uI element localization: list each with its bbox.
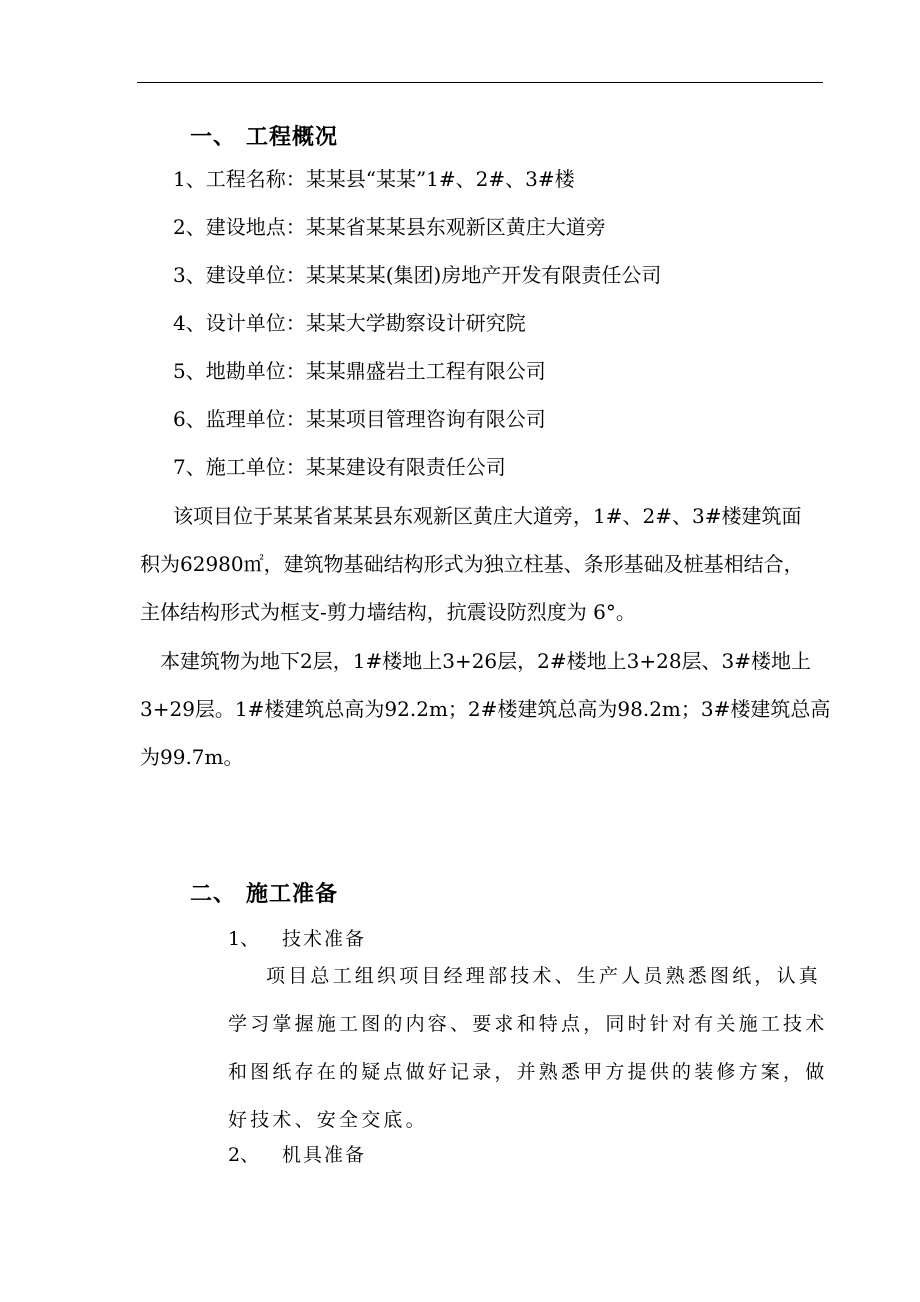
subsection-number: 1、 (228, 928, 260, 950)
subsection-heading-1 (228, 926, 366, 952)
list-item: 5、地勘单位：某某鼎盛岩土工程有限公司 (173, 359, 546, 383)
paragraph-line: 积为62980㎡，建筑物基础结构形式为独立柱基、条形基础及桩基相结合， (140, 552, 804, 576)
list-item: 6、监理单位：某某项目管理咨询有限公司 (173, 407, 546, 431)
paragraph-line: 好技术、安全交底。 (228, 1109, 428, 1131)
paragraph-line: 主体结构形式为框支-剪力墙结构，抗震设防烈度为 6°。 (140, 600, 636, 624)
subsection-heading-2 (228, 1142, 366, 1168)
list-item: 7、施工单位：某某建设有限责任公司 (173, 455, 506, 479)
paragraph-line: 项目总工组织项目经理部技术、生产人员熟悉图纸，认真 (266, 965, 822, 987)
subsection-title: 机具准备 (282, 1144, 367, 1166)
paragraph-line: 和图纸存在的疑点做好记录，并熟悉甲方提供的装修方案，做 (228, 1061, 828, 1083)
paragraph-line: 学习掌握施工图的内容、要求和特点，同时针对有关施工技术 (228, 1013, 828, 1035)
paragraph-line: 本建筑物为地下2层，1#楼地上3+26层，2#楼地上3+28层、3#楼地上 (160, 649, 812, 673)
section-title: 工程概况 (246, 124, 339, 150)
paragraph-line: 该项目位于某某省某某县东观新区黄庄大道旁，1#、2#、3#楼建筑面 (173, 504, 802, 528)
section-number: 一、 (190, 124, 237, 150)
list-item: 2、建设地点：某某省某某县东观新区黄庄大道旁 (173, 215, 606, 239)
paragraph-line: 为99.7m。 (140, 745, 244, 769)
header-rule (137, 82, 823, 83)
section-heading-2 (190, 880, 338, 908)
paragraph-line: 3+29层。1#楼建筑总高为92.2m；2#楼建筑总高为98.2m；3#楼建筑总高 (140, 697, 831, 721)
section-title: 施工准备 (246, 881, 339, 907)
section-heading-1 (190, 123, 338, 151)
list-item: 4、设计单位：某某大学勘察设计研究院 (173, 311, 526, 335)
list-item: 1、工程名称：某某县“某某”1#、2#、3#楼 (173, 167, 575, 191)
list-item: 3、建设单位：某某某某(集团)房地产开发有限责任公司 (173, 263, 662, 287)
section-number: 二、 (190, 881, 237, 907)
subsection-title: 技术准备 (282, 928, 367, 950)
subsection-number: 2、 (228, 1144, 260, 1166)
